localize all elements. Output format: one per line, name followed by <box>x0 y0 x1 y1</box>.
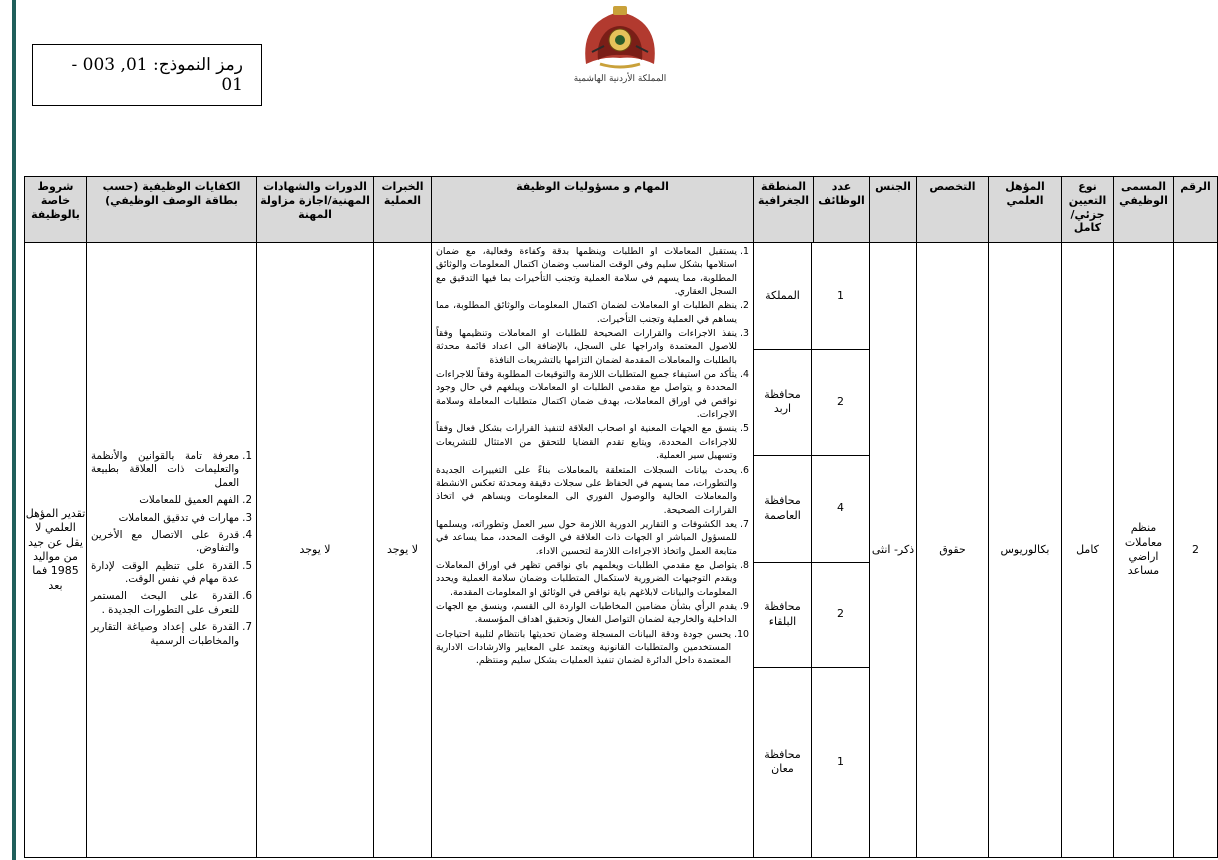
form-code: رمز النموذج: 01, 003 - 01 <box>71 55 243 95</box>
region-name: محافظة العاصمة <box>754 455 812 562</box>
col-region: المنطقة الجغرافية <box>754 177 814 243</box>
item-text: قدرة على الاتصال مع الأخرين والتفاوض. <box>91 528 240 555</box>
item-text: ينسق مع الجهات المعنية او اصحاب العلاقة لتنفيذ القرارات بشكل فعال وفقاً للاجراءات المحددة، ويتابع تقدم القضايا للتحقق من الامتثال للتشريعات وتسهيل سير العملية. <box>436 423 738 462</box>
kingdom-name: المملكة الأردنية الهاشمية <box>573 74 667 84</box>
region-row <box>754 455 869 562</box>
region-row <box>754 562 869 667</box>
col-special-conditions: شروط خاصة بالوظيفة <box>25 177 87 243</box>
list-item <box>91 512 252 525</box>
item-number: 6. <box>242 590 252 603</box>
regions-subtable <box>754 243 869 857</box>
list-item <box>436 422 749 462</box>
col-qualification: المؤهل العلمي <box>989 177 1062 243</box>
col-tasks: المهام و مسؤوليات الوظيفة <box>432 177 754 243</box>
item-text: يستقبل المعاملات او الطلبات وينظمها بدقة وكفاءة وفعالية، مع ضمان استلامها بشكل سليم وفي الوقت المناسب وضمان اكتمال المعلومات والوثائق المطلوبة، مما يسهم في سلامة العملية وتجنب التأخيرات بما فيها التدقيق مع السجل العقاري. <box>436 246 738 298</box>
region-row <box>754 349 869 455</box>
item-number: 6. <box>740 464 749 476</box>
item-number: 9. <box>740 600 749 612</box>
tasks-cell <box>432 243 754 858</box>
table-row <box>25 243 1218 858</box>
item-text: القدرة على إعداد وصياغة التقارير والمخاطبات الرسمية <box>91 621 240 647</box>
competencies-list <box>87 448 256 648</box>
cell-appointment-type: كامل <box>1062 243 1114 858</box>
region-count: 2 <box>812 562 870 667</box>
cell-special-conditions: تقدير المؤهل العلمي لا يقل عن جيد من مواليد 1985 فما بعد <box>25 243 87 858</box>
item-text: يتأكد من استيفاء جميع المتطلبات اللازمة والتوقيعات المطلوبة وفقاً للاجراءات المحددة و يتواصل مع مقدمي الطلبات او المعاملات ويبلغهم في حال وجود نواقص في اوراق المعاملات، بهدف ضمان اكتمال متطلبات المعاملة وسلامة الاجراءات. <box>436 369 738 421</box>
list-item <box>436 327 749 367</box>
item-number: 2. <box>740 300 749 312</box>
list-item <box>436 245 749 298</box>
item-number: 1. <box>242 450 252 463</box>
cell-qualification: بكالوريوس <box>989 243 1062 858</box>
col-job-count: عدد الوظائف <box>814 177 870 243</box>
region-count: 2 <box>812 349 870 455</box>
item-text: معرفة تامة بالقوانين والأنظمة والتعليمات ذات العلاقة بطبيعة العمل <box>91 450 240 489</box>
region-name: المملكة <box>754 243 812 349</box>
region-name: محافظة البلقاء <box>754 562 812 667</box>
table-header-row <box>25 177 1218 243</box>
item-number: 7. <box>242 621 252 634</box>
item-number: 10. <box>734 628 749 640</box>
item-text: مهارات في تدقيق المعاملات <box>118 511 240 524</box>
item-number: 4. <box>740 369 749 381</box>
col-job-title: المسمى الوظيفي <box>1114 177 1174 243</box>
item-text: يقدم الرأي بشأن مضامين المخاطبات الواردة الى القسم، وينسق مع الجهات الداخلية والخارجية لضمان التواصل الفعال وتحقيق اهداف المؤسسة. <box>436 600 738 626</box>
item-text: يتواصل مع مقدمي الطلبات ويعلمهم باي نواقص تظهر في اوراق المعاملات ويقدم التوجيهات الضرورية لاستكمال المتطلبات وضمان سلامة العملية ويحدد المعلومات والبيانات لابلاغهم باية نواقص في الوثائق او المعلومات المقدمة. <box>436 559 738 598</box>
item-text: يحدث بيانات السجلات المتعلقة بالمعاملات بناءً على التغييرات الجديدة والتطورات، مما يسهم في الحفاظ على سجلات دقيقة ومحدثة تعكس الانشطة والمعاملات الحالية والوصول الفوري الى المعلومات ويساهم في اتخاذ القرارات الصحيحة. <box>436 464 738 516</box>
list-item <box>436 628 749 668</box>
region-count: 1 <box>812 667 870 857</box>
coat-of-arms <box>545 6 695 96</box>
cell-number: 2 <box>1174 243 1218 858</box>
list-item <box>91 560 252 587</box>
list-item <box>91 529 252 556</box>
job-table <box>24 176 1218 858</box>
col-gender: الجنس <box>870 177 917 243</box>
col-competencies: الكفايات الوظيفية (حسب بطاقة الوصف الوظيفي) <box>87 177 257 243</box>
region-name: محافظة اربد <box>754 349 812 455</box>
item-text: الفهم العميق للمعاملات <box>139 494 240 507</box>
item-number: 7. <box>740 518 749 530</box>
item-number: 1. <box>740 246 749 257</box>
col-number: الرقم <box>1174 177 1218 243</box>
region-row <box>754 667 869 857</box>
item-text: القدرة على تنظيم الوقت لإدارة عدة مهام في نفس الوقت. <box>91 559 240 586</box>
item-text: يعد الكشوفات و التقارير الدورية اللازمة حول سير العمل وتطوراته، ويسلمها للمسؤول المباشر او الجهات ذات العلاقة في الوقت المحدد، مما يساعد في متابعة العمل واتخاذ الاجراءات اللازمة لتحسين الاداء. <box>436 518 738 557</box>
cell-experience: لا يوجد <box>374 243 432 858</box>
cell-courses: لا يوجد <box>257 243 374 858</box>
list-item <box>436 464 749 517</box>
list-item <box>91 450 252 490</box>
item-number: 3. <box>740 328 749 340</box>
item-number: 5. <box>242 559 252 572</box>
list-item <box>91 494 252 507</box>
list-item <box>436 299 749 326</box>
region-count: 1 <box>812 243 870 349</box>
col-specialization: التخصص <box>917 177 989 243</box>
cell-job-title: منظم معاملات اراضي مساعد <box>1114 243 1174 858</box>
list-item <box>91 621 252 648</box>
list-item <box>91 590 252 617</box>
item-number: 8. <box>740 559 749 571</box>
item-text: ينفذ الاجراءات والقرارات الصحيحة للطلبات او المعاملات وتنظيمها وفقاً للاصول المعتمدة وادراجها على السجل، بالإضافة الى اعداد قائمة محدثة بالطلبات والمعاملات المقدمة لضمان التزامها بالتشريعات النافذة <box>436 328 738 366</box>
list-item <box>436 600 749 627</box>
regions-cell <box>754 243 870 858</box>
list-item <box>436 368 749 421</box>
region-name: محافظة معان <box>764 747 801 776</box>
col-appointment-type: نوع التعيين جزئي/ كامل <box>1062 177 1114 243</box>
col-experience: الخبرات العملية <box>374 177 432 243</box>
item-text: ينظم الطلبات او المعاملات لضمان اكتمال المعلومات والوثائق المطلوبة، مما يساهم في العملية وتجنب التأخيرات. <box>436 300 738 325</box>
item-number: 2. <box>242 494 252 507</box>
item-text: القدرة على البحث المستمر للتعرف على التطورات الجديدة . <box>91 590 240 616</box>
list-item <box>436 518 749 558</box>
cell-gender: ذكر- انثى <box>870 243 917 858</box>
page-margin-bar <box>12 0 16 860</box>
item-text: يحسن جودة ودقة البيانات المسجلة وضمان تحديثها بانتظام لتلبية احتياجات المستخدمين والمتطلبات القانونية ويعتمد على المعايير والارشادات الادارية المعتمدة داخل الدائرة لضمان تنفيذ العمليات بشكل سليم ومنتظم. <box>436 628 732 667</box>
tasks-list <box>432 243 753 668</box>
region-count: 4 <box>812 455 870 562</box>
item-number: 5. <box>740 423 749 435</box>
cell-specialization: حقوق <box>917 243 989 858</box>
col-courses: الدورات والشهادات المهنية/اجازة مزاولة المهنة <box>257 177 374 243</box>
list-item <box>436 559 749 599</box>
form-code-box <box>32 44 262 106</box>
item-number: 4. <box>242 528 252 541</box>
coat-of-arms-icon <box>578 6 662 72</box>
region-row <box>754 243 869 349</box>
competencies-cell <box>87 243 257 858</box>
item-number: 3. <box>242 511 252 524</box>
